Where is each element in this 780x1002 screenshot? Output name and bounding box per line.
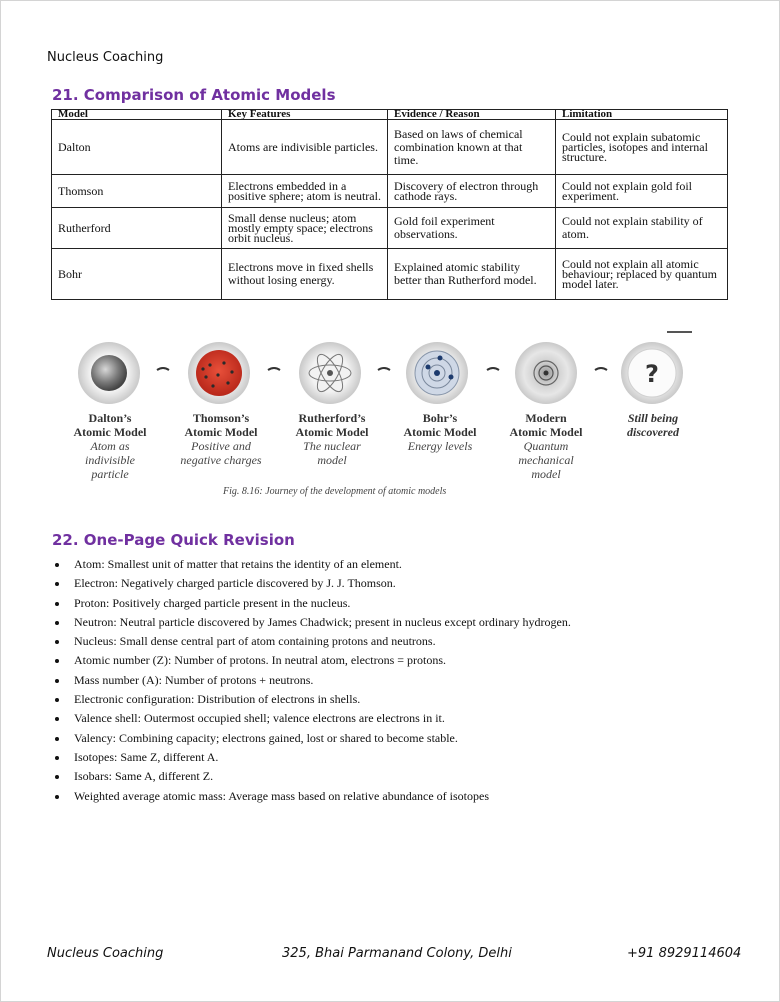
stage-desc-line: particle [91,467,129,481]
table-row [52,249,728,300]
stage-name-rutherford [277,411,387,439]
arrow-icon [157,368,169,370]
stage-desc-line: Energy levels [407,439,473,453]
stage-desc-line: negative charges [180,453,262,467]
table-cell: Could not explain subatomic particles, isotopes and internal structure. [556,120,728,175]
bohr-orbit-icon [406,342,468,404]
table-cell: Atoms are indivisible particles. [222,120,388,175]
list-item: Weighted average atomic mass: Average mass based on relative abundance of isotopes [52,788,742,807]
header-brand: Nucleus Coaching [47,50,164,65]
stage-desc-thomson [160,439,282,467]
dalton-sphere-icon [78,342,140,404]
stage-name-bohr [385,411,495,439]
table-cell: Dalton [52,120,222,175]
question-mark-icon [621,342,683,404]
arrow-icon [268,368,280,370]
arrow-icon [378,368,390,370]
stage-name-line: Thomson’s [192,411,250,425]
section-22-title: 22. One-Page Quick Revision [52,531,295,549]
question-symbol: ? [645,360,659,388]
footer-phone: +91 8929114604 [627,946,742,961]
table-row [52,175,728,208]
list-item: Neutron: Neutral particle discovered by James Chadwick; present in nucleus except ordinary hydrogen. [52,614,742,633]
footer-brand: Nucleus Coaching [47,946,164,961]
stage-desc-bohr [385,439,495,453]
table-cell: Bohr [52,249,222,300]
revision-list [52,556,742,807]
electron-cloud-icon [515,342,577,404]
arrow-icon [595,368,607,370]
stage-name-line: Bohr’s [422,411,458,425]
nuclear-atom-icon [299,342,361,404]
list-item: Electronic configuration: Distribution of electrons in shells. [52,691,742,710]
arrow-icon [487,368,499,370]
list-item: Nucleus: Small dense central part of atom containing protons and neutrons. [52,633,742,652]
list-item: Valence shell: Outermost occupied shell; valence electrons are electrons in it. [52,710,742,729]
stage-name-line: Modern [525,411,567,425]
stage-desc-line: model [317,453,347,467]
list-item: Electron: Negatively charged particle discovered by J. J. Thomson. [52,575,742,594]
stage-name-modern [491,411,601,439]
stage-name-line: Atomic Model [73,425,147,439]
list-item: Isobars: Same A, different Z. [52,768,742,787]
column-header: Evidence / Reason [388,110,556,120]
list-item: Valency: Combining capacity; electrons gained, lost or shared to become stable. [52,730,742,749]
atomic-models-figure [0,325,780,415]
stage-name-line: Rutherford’s [298,411,366,425]
list-item: Proton: Positively charged particle present in the nucleus. [52,595,742,614]
table-cell: Could not explain stability of atom. [556,208,728,249]
table-header-row [52,110,728,120]
table-cell: Small dense nucleus; atom mostly empty space; electrons orbit nucleus. [222,208,388,249]
table-cell: Electrons embedded in a positive sphere; atom is neutral. [222,175,388,208]
table-cell: Explained atomic stability better than Rutherford model. [388,249,556,300]
stage-name-line: discovered [627,425,679,439]
stage-name-line: Atomic Model [403,425,477,439]
table-cell: Thomson [52,175,222,208]
stage-desc-line: The nuclear [303,439,361,453]
section-21-title: 21. Comparison of Atomic Models [52,86,336,104]
table-cell: Based on laws of chemical combination known at that time. [388,120,556,175]
table-row [52,120,728,175]
stage-name-line: Atomic Model [295,425,369,439]
stage-desc-line: model [531,467,561,481]
table-row [52,208,728,249]
stage-name-line: Still being [627,411,679,425]
stage-desc-line: Positive and [191,439,251,453]
table-cell: Gold foil experiment observations. [388,208,556,249]
stage-name-thomson [166,411,276,439]
stage-name-line: Dalton’s [88,411,132,425]
stage-desc-dalton [55,439,165,481]
stage-name-line: Atomic Model [184,425,258,439]
footer-address: 325, Bhai Parmanand Colony, Delhi [282,946,512,961]
column-header: Model [52,110,222,120]
table-cell: Could not explain gold foil experiment. [556,175,728,208]
stage-desc-line: mechanical [518,453,574,467]
table-cell: Could not explain all atomic behaviour; replaced by quantum model later. [556,249,728,300]
figure-caption: Fig. 8.16: Journey of the development of atomic models [223,486,447,497]
column-header: Limitation [556,110,728,120]
stage-desc-line: indivisible [85,453,135,467]
list-item: Atomic number (Z): Number of protons. In neutral atom, electrons = protons. [52,652,742,671]
atomic-models-table [51,109,728,300]
list-item: Mass number (A): Number of protons + neutrons. [52,672,742,691]
table-cell: Rutherford [52,208,222,249]
stage-desc-rutherford [277,439,387,467]
column-header: Key Features [222,110,388,120]
plum-pudding-icon [188,342,250,404]
list-item: Isotopes: Same Z, different A. [52,749,742,768]
stage-name-future [598,411,708,439]
stage-desc-modern [491,439,601,481]
stage-name-line: Atomic Model [509,425,583,439]
stage-name-dalton [55,411,165,439]
stage-desc-line: Atom as [90,439,130,453]
list-item: Atom: Smallest unit of matter that retains the identity of an element. [52,556,742,575]
stage-desc-line: Quantum [523,439,569,453]
table-cell: Discovery of electron through cathode rays. [388,175,556,208]
table-cell: Electrons move in fixed shells without losing energy. [222,249,388,300]
